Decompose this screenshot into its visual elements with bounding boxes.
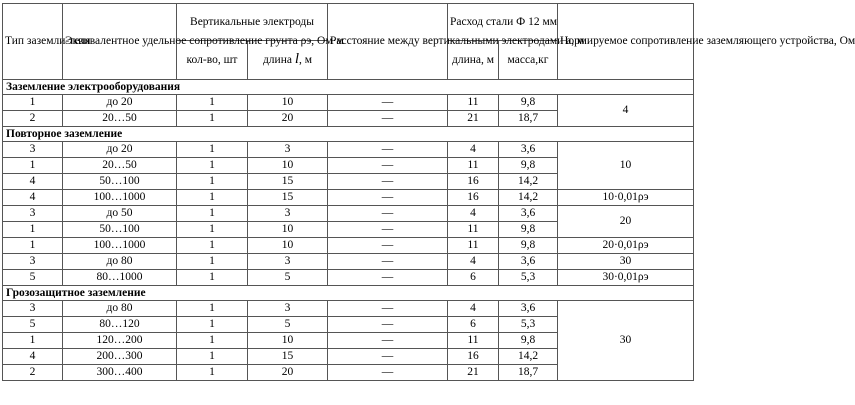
- table-cell: 3: [3, 254, 63, 270]
- table-cell: 1: [177, 349, 248, 365]
- table-cell: 200…300: [63, 349, 177, 365]
- table-cell: 1: [177, 95, 248, 111]
- table-cell: 3: [3, 206, 63, 222]
- table-row: [3, 238, 694, 254]
- table-cell: —: [328, 349, 448, 365]
- table-row: [3, 190, 694, 206]
- table-cell: 3,6: [499, 254, 558, 270]
- table-cell: 1: [177, 301, 248, 317]
- table-row: [3, 142, 694, 158]
- table-cell: 20…50: [63, 111, 177, 127]
- table-cell: 4: [3, 349, 63, 365]
- table-cell: 9,8: [499, 158, 558, 174]
- grounding-table: [2, 3, 855, 381]
- table-cell: —: [328, 333, 448, 349]
- table-cell: 80…1000: [63, 270, 177, 286]
- table-cell: 20: [248, 111, 328, 127]
- table-cell: —: [328, 190, 448, 206]
- table-cell: —: [328, 111, 448, 127]
- table-cell: 100…1000: [63, 190, 177, 206]
- norm-cell: 30: [558, 254, 694, 270]
- table-cell: до 80: [63, 301, 177, 317]
- table-cell: 14,2: [499, 190, 558, 206]
- table-cell: 10: [248, 333, 328, 349]
- table-cell: до 20: [63, 142, 177, 158]
- table-cell: —: [328, 365, 448, 381]
- table-cell: 3: [248, 301, 328, 317]
- table-cell: 4: [448, 206, 499, 222]
- table-cell: —: [328, 206, 448, 222]
- table-cell: 1: [177, 254, 248, 270]
- table-row: [3, 301, 694, 317]
- table-cell: 1: [3, 222, 63, 238]
- norm-cell: 10: [558, 142, 694, 190]
- table-cell: 300…400: [63, 365, 177, 381]
- table-cell: 3,6: [499, 142, 558, 158]
- norm-cell: 30·0,01ρэ: [558, 270, 694, 286]
- table-cell: 20…50: [63, 158, 177, 174]
- table-cell: 1: [177, 333, 248, 349]
- table-cell: 120…200: [63, 333, 177, 349]
- table-cell: 3,6: [499, 206, 558, 222]
- table-cell: 10: [248, 158, 328, 174]
- table-cell: 2: [3, 111, 63, 127]
- table-cell: 3: [3, 301, 63, 317]
- table-cell: 50…100: [63, 174, 177, 190]
- table-cell: 80…120: [63, 317, 177, 333]
- table-cell: —: [328, 142, 448, 158]
- table-cell: —: [328, 222, 448, 238]
- table-cell: —: [328, 95, 448, 111]
- table-body: [3, 80, 694, 381]
- table-cell: 1: [3, 238, 63, 254]
- table-cell: 3: [3, 142, 63, 158]
- header-steel-length: длина, м: [448, 41, 499, 80]
- table-cell: 5,3: [499, 317, 558, 333]
- table-cell: 16: [448, 190, 499, 206]
- header-norm: Нормируемое сопротивление заземляющего устройства, Ом: [558, 4, 694, 80]
- table-cell: 15: [248, 190, 328, 206]
- table-cell: —: [328, 270, 448, 286]
- header-length-symbol: l: [294, 51, 300, 67]
- table-cell: до 50: [63, 206, 177, 222]
- table-row: [3, 206, 694, 222]
- table-cell: 21: [448, 111, 499, 127]
- table-cell: 3,6: [499, 301, 558, 317]
- table-row: [3, 254, 694, 270]
- norm-cell: 30: [558, 301, 694, 381]
- section-title: Грозозащитное заземление: [3, 286, 694, 301]
- header-length-unit: , м: [299, 54, 313, 66]
- section-header-row: [3, 80, 694, 95]
- header-steel-mass: масса,кг: [499, 41, 558, 80]
- table-cell: 16: [448, 349, 499, 365]
- table-cell: 15: [248, 349, 328, 365]
- table-cell: —: [328, 317, 448, 333]
- table-cell: 4: [3, 174, 63, 190]
- table-cell: 11: [448, 158, 499, 174]
- norm-cell: 4: [558, 95, 694, 127]
- norm-cell: 20: [558, 206, 694, 238]
- header-length-prefix: длина: [262, 54, 295, 66]
- table-cell: 1: [177, 222, 248, 238]
- table-cell: до 80: [63, 254, 177, 270]
- table-cell: 100…1000: [63, 238, 177, 254]
- table-cell: 9,8: [499, 222, 558, 238]
- table-cell: до 20: [63, 95, 177, 111]
- table-cell: 1: [177, 238, 248, 254]
- table-row: [3, 270, 694, 286]
- table-cell: 1: [3, 158, 63, 174]
- table-row: [3, 95, 694, 111]
- table-cell: 1: [177, 317, 248, 333]
- section-header-row: [3, 286, 694, 301]
- table-cell: 1: [3, 95, 63, 111]
- norm-cell: 10·0,01ρэ: [558, 190, 694, 206]
- table-cell: —: [328, 254, 448, 270]
- table-cell: 5: [248, 317, 328, 333]
- table-cell: 5,3: [499, 270, 558, 286]
- header-type: Тип заземли-теля: [3, 4, 63, 80]
- table-cell: 18,7: [499, 111, 558, 127]
- table-cell: 15: [248, 174, 328, 190]
- header-resistivity: Эквивалентное удельное сопротивление грунта ρэ, Ом·м: [63, 4, 177, 80]
- table-cell: —: [328, 301, 448, 317]
- table-cell: —: [328, 238, 448, 254]
- table-cell: 1: [177, 206, 248, 222]
- table-cell: 1: [177, 111, 248, 127]
- table-cell: 1: [177, 174, 248, 190]
- table-cell: 16: [448, 174, 499, 190]
- table-cell: 1: [177, 190, 248, 206]
- table-cell: 4: [3, 190, 63, 206]
- table-cell: 3: [248, 254, 328, 270]
- table-cell: 1: [3, 333, 63, 349]
- section-title: Заземление электрооборудования: [3, 80, 694, 95]
- table-cell: 4: [448, 142, 499, 158]
- table-cell: 6: [448, 317, 499, 333]
- table-cell: 20: [248, 365, 328, 381]
- table-cell: 5: [248, 270, 328, 286]
- table-cell: 11: [448, 222, 499, 238]
- header-vertical-electrodes: Вертикальные электроды: [177, 4, 328, 41]
- table-cell: 10: [248, 222, 328, 238]
- table-cell: 9,8: [499, 95, 558, 111]
- norm-cell: 20·0,01ρэ: [558, 238, 694, 254]
- table-cell: 3: [248, 142, 328, 158]
- table-cell: 1: [177, 270, 248, 286]
- header-steel: Расход стали Ф 12 мм: [448, 4, 558, 41]
- table-cell: 9,8: [499, 333, 558, 349]
- table-cell: 9,8: [499, 238, 558, 254]
- table-cell: 3: [248, 206, 328, 222]
- table-cell: 4: [448, 254, 499, 270]
- table-cell: 5: [3, 317, 63, 333]
- table-cell: 10: [248, 238, 328, 254]
- table-cell: —: [328, 158, 448, 174]
- table-cell: 50…100: [63, 222, 177, 238]
- table-cell: —: [328, 174, 448, 190]
- table-cell: 14,2: [499, 174, 558, 190]
- section-title: Повторное заземление: [3, 127, 694, 142]
- table-cell: 1: [177, 365, 248, 381]
- table-cell: 18,7: [499, 365, 558, 381]
- table-cell: 4: [448, 301, 499, 317]
- table-cell: 14,2: [499, 349, 558, 365]
- table-cell: 2: [3, 365, 63, 381]
- section-header-row: [3, 127, 694, 142]
- table-cell: 11: [448, 238, 499, 254]
- table-cell: 1: [177, 142, 248, 158]
- table-cell: 11: [448, 333, 499, 349]
- table-cell: 21: [448, 365, 499, 381]
- header-count: кол-во, шт: [177, 41, 248, 80]
- header-distance: Расстояние между вертикальными электродами а, м: [328, 4, 448, 80]
- table-cell: 5: [3, 270, 63, 286]
- table-cell: 6: [448, 270, 499, 286]
- table-cell: 10: [248, 95, 328, 111]
- table-cell: 1: [177, 158, 248, 174]
- table-cell: 11: [448, 95, 499, 111]
